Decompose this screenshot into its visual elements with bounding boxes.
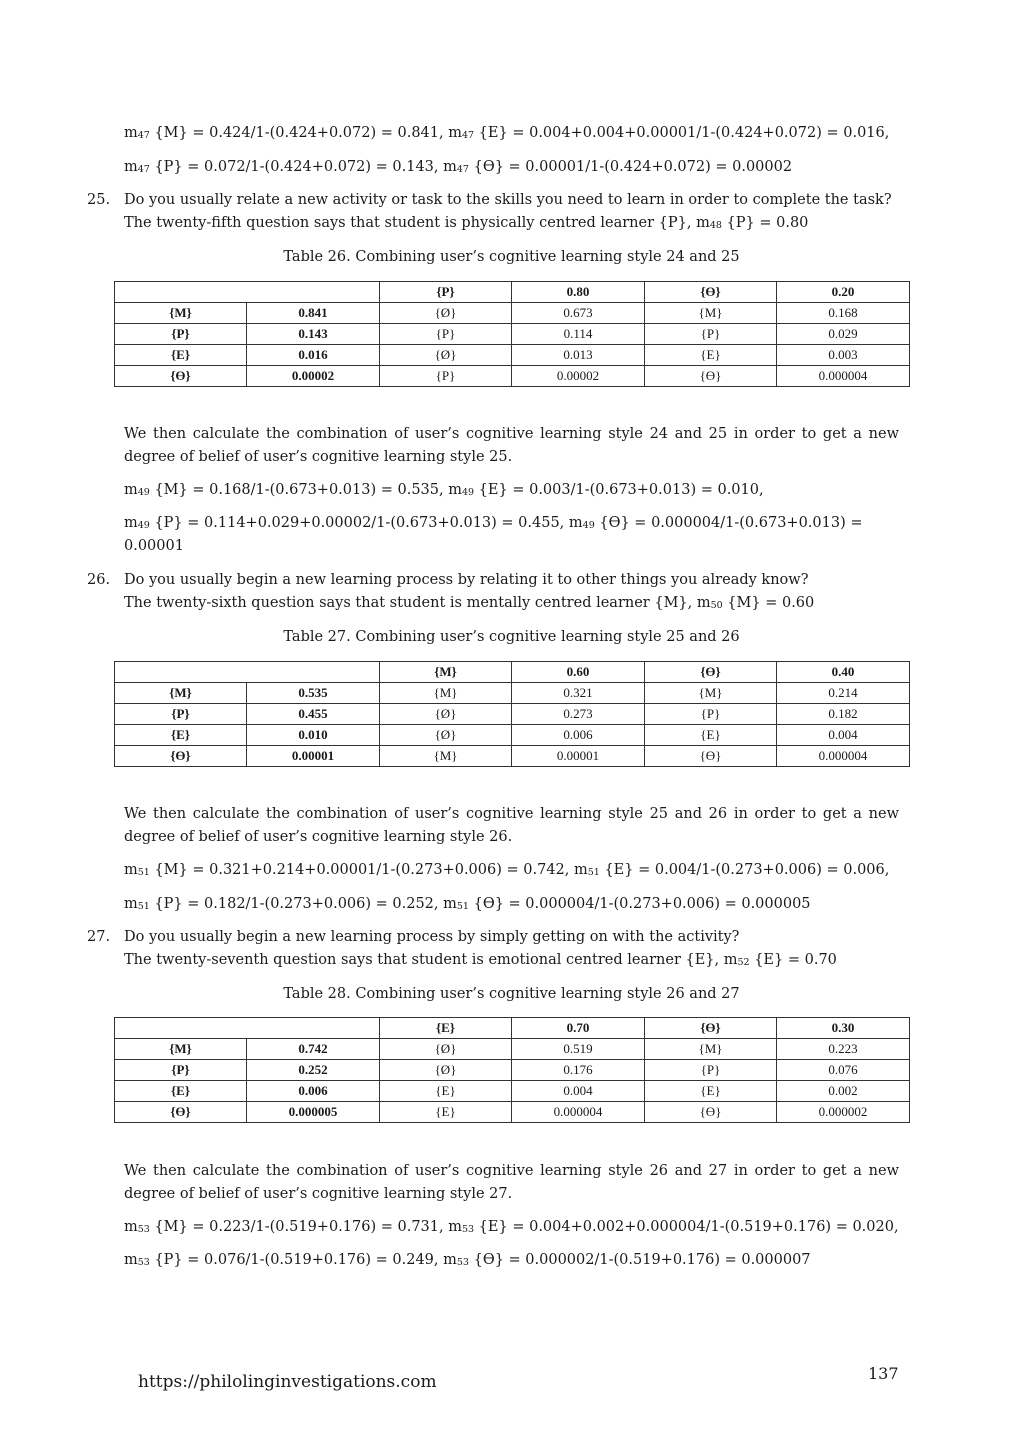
table-cell: 0.40	[777, 662, 910, 683]
table-cell: 0.168	[777, 303, 910, 324]
table-cell: 0.002	[777, 1081, 910, 1102]
table-header-row	[115, 1018, 910, 1039]
table-cell: 0.742	[247, 1039, 380, 1060]
table-cell: 0.00002	[512, 366, 645, 387]
table-cell: 0.000005	[247, 1102, 380, 1123]
table-cell: {M}	[380, 683, 512, 704]
table-cell: 0.00001	[512, 746, 645, 767]
table-cell: {ϴ}	[645, 282, 777, 303]
table-cell: 0.016	[247, 345, 380, 366]
question-explanation: The twenty-seventh question says that student is emotional centred learner {E}, $m_{52}$ {E} = 0.70	[124, 952, 837, 968]
table-cell: 0.029	[777, 324, 910, 345]
table-cell: {P}	[115, 704, 247, 725]
paragraph-text: degree of belief of user’s cognitive learning style 26.	[124, 829, 513, 845]
table-cell: {E}	[380, 1102, 512, 1123]
question-text: Do you usually begin a new learning process by relating it to other things you already know?	[124, 572, 809, 588]
table-row	[115, 366, 910, 387]
table-cell: {E}	[645, 345, 777, 366]
footer-url[interactable]: https://philolinginvestigations.com	[138, 1372, 437, 1392]
table-cell: {Ø}	[380, 725, 512, 746]
table-cell: {E}	[115, 1081, 247, 1102]
table-cell: 0.455	[247, 704, 380, 725]
table-caption: Table 26. Combining user’s cognitive learning style 24 and 25	[283, 249, 740, 265]
question-number: 27.	[87, 929, 111, 945]
table-cell	[115, 1018, 380, 1039]
table-cell: {ϴ}	[645, 746, 777, 767]
table-row	[115, 683, 910, 704]
table-row	[115, 746, 910, 767]
table-cell: 0.00001	[247, 746, 380, 767]
table-row	[115, 345, 910, 366]
formula-line: $m_{47}$ {M} = 0.424/1-(0.424+0.072) = 0.841, $m_{47}$ {E} = 0.004+0.004+0.00001/1-(0.424+0.072) = 0.016,	[124, 125, 890, 141]
table-cell: {M}	[645, 1039, 777, 1060]
formula-line: $m_{47}$ {P} = 0.072/1-(0.424+0.072) = 0.143, $m_{47}$ {ϴ} = 0.00001/1-(0.424+0.072) = 0.00002	[124, 159, 793, 175]
table-cell: 0.000004	[777, 366, 910, 387]
formula-line: $m_{53}$ {P} = 0.076/1-(0.519+0.176) = 0.249, $m_{53}$ {ϴ} = 0.000002/1-(0.519+0.176) = 0.000007	[124, 1252, 811, 1268]
table-cell: {P}	[115, 324, 247, 345]
table-cell: {ϴ}	[115, 366, 247, 387]
table-cell: {M}	[645, 683, 777, 704]
table-cell: 0.176	[512, 1060, 645, 1081]
combination-table-26	[114, 281, 910, 387]
table-cell: {P}	[645, 1060, 777, 1081]
table-cell: 0.60	[512, 662, 645, 683]
table-cell: 0.182	[777, 704, 910, 725]
table-cell: 0.841	[247, 303, 380, 324]
table-cell: 0.076	[777, 1060, 910, 1081]
table-cell: {E}	[645, 1081, 777, 1102]
question-explanation: The twenty-sixth question says that student is mentally centred learner {M}, $m_{50}$ {M} = 0.60	[124, 595, 815, 611]
table-cell: {M}	[115, 303, 247, 324]
question-text: Do you usually begin a new learning process by simply getting on with the activity?	[124, 929, 740, 945]
paragraph-text: degree of belief of user’s cognitive learning style 27.	[124, 1186, 513, 1202]
question-number: 26.	[87, 572, 111, 588]
table-caption: Table 28. Combining user’s cognitive learning style 26 and 27	[283, 986, 740, 1002]
table-cell: {E}	[115, 725, 247, 746]
table-cell: {E}	[380, 1081, 512, 1102]
table-cell: {ϴ}	[645, 1102, 777, 1123]
table-cell: 0.000004	[777, 746, 910, 767]
paragraph-text: We then calculate the combination of user’s cognitive learning style 26 and 27 in order to get a new	[124, 1163, 899, 1179]
table-cell: {M}	[380, 746, 512, 767]
table-row	[115, 324, 910, 345]
question-text: Do you usually relate a new activity or task to the skills you need to learn in order to complete the task?	[124, 192, 892, 208]
page-number: 137	[868, 1364, 899, 1383]
table-header-row	[115, 282, 910, 303]
table-cell: 0.70	[512, 1018, 645, 1039]
table-cell	[115, 282, 380, 303]
question-number: 25.	[87, 192, 111, 208]
table-cell: {P}	[645, 704, 777, 725]
table-cell: 0.321	[512, 683, 645, 704]
table-cell: {Ø}	[380, 303, 512, 324]
table-cell: {Ø}	[380, 1060, 512, 1081]
table-cell: {M}	[380, 662, 512, 683]
table-cell: {ϴ}	[645, 1018, 777, 1039]
table-cell: 0.114	[512, 324, 645, 345]
table-cell: {E}	[115, 345, 247, 366]
table-row	[115, 1060, 910, 1081]
table-cell: 0.004	[777, 725, 910, 746]
table-cell: 0.20	[777, 282, 910, 303]
table-cell: {P}	[380, 282, 512, 303]
table-cell: 0.535	[247, 683, 380, 704]
table-cell: 0.80	[512, 282, 645, 303]
table-cell: {E}	[380, 1018, 512, 1039]
table-cell: {ϴ}	[115, 746, 247, 767]
table-cell: 0.013	[512, 345, 645, 366]
table-cell: {ϴ}	[645, 662, 777, 683]
table-cell: 0.30	[777, 1018, 910, 1039]
table-cell: {M}	[115, 1039, 247, 1060]
table-cell: 0.000002	[777, 1102, 910, 1123]
table-cell: 0.006	[512, 725, 645, 746]
table-cell: 0.223	[777, 1039, 910, 1060]
table-cell: {P}	[380, 366, 512, 387]
table-cell: 0.252	[247, 1060, 380, 1081]
question-explanation: The twenty-fifth question says that student is physically centred learner {P}, $m_{48}$ {P} = 0.80	[124, 215, 809, 231]
table-cell: 0.00002	[247, 366, 380, 387]
table-cell: {P}	[380, 324, 512, 345]
table-cell: {E}	[645, 725, 777, 746]
formula-line: $m_{49}$ {M} = 0.168/1-(0.673+0.013) = 0.535, $m_{49}$ {E} = 0.003/1-(0.673+0.013) = 0.010,	[124, 482, 764, 498]
table-cell: 0.273	[512, 704, 645, 725]
formula-line: $m_{49}$ {P} = 0.114+0.029+0.00002/1-(0.673+0.013) = 0.455, $m_{49}$ {ϴ} = 0.000004/1-(0.673+0.013) =	[124, 515, 863, 531]
table-cell: {ϴ}	[645, 366, 777, 387]
paragraph-text: We then calculate the combination of user’s cognitive learning style 24 and 25 in order to get a new	[124, 426, 899, 442]
combination-table-28	[114, 1017, 910, 1123]
table-cell: 0.000004	[512, 1102, 645, 1123]
table-cell: 0.673	[512, 303, 645, 324]
table-cell	[115, 662, 380, 683]
table-cell: 0.004	[512, 1081, 645, 1102]
combination-table-27	[114, 661, 910, 767]
table-cell: 0.143	[247, 324, 380, 345]
formula-line: $m_{53}$ {M} = 0.223/1-(0.519+0.176) = 0.731, $m_{53}$ {E} = 0.004+0.002+0.000004/1-(0.519+0.176) = 0.020,	[124, 1219, 899, 1235]
table-cell: {ϴ}	[115, 1102, 247, 1123]
paragraph-text: degree of belief of user’s cognitive learning style 25.	[124, 449, 513, 465]
table-cell: 0.010	[247, 725, 380, 746]
table-cell: 0.519	[512, 1039, 645, 1060]
table-row	[115, 1081, 910, 1102]
formula-line: $m_{51}$ {P} = 0.182/1-(0.273+0.006) = 0.252, $m_{51}$ {ϴ} = 0.000004/1-(0.273+0.006) = 0.000005	[124, 896, 811, 912]
table-row	[115, 1039, 910, 1060]
table-cell: {P}	[115, 1060, 247, 1081]
formula-line: $m_{51}$ {M} = 0.321+0.214+0.00001/1-(0.273+0.006) = 0.742, $m_{51}$ {E} = 0.004/1-(0.273+0.006) = 0.006,	[124, 862, 890, 878]
table-cell: 0.214	[777, 683, 910, 704]
table-caption: Table 27. Combining user’s cognitive learning style 25 and 26	[283, 629, 740, 645]
table-cell: 0.006	[247, 1081, 380, 1102]
paragraph-text: We then calculate the combination of user’s cognitive learning style 25 and 26 in order to get a new	[124, 806, 899, 822]
table-header-row	[115, 662, 910, 683]
table-cell: {Ø}	[380, 704, 512, 725]
table-cell: 0.003	[777, 345, 910, 366]
table-row	[115, 1102, 910, 1123]
table-cell: {M}	[645, 303, 777, 324]
table-cell: {P}	[645, 324, 777, 345]
table-row	[115, 725, 910, 746]
table-cell: {Ø}	[380, 345, 512, 366]
table-row	[115, 704, 910, 725]
table-cell: {M}	[115, 683, 247, 704]
table-cell: {Ø}	[380, 1039, 512, 1060]
formula-line: 0.00001	[124, 538, 184, 554]
table-row	[115, 303, 910, 324]
